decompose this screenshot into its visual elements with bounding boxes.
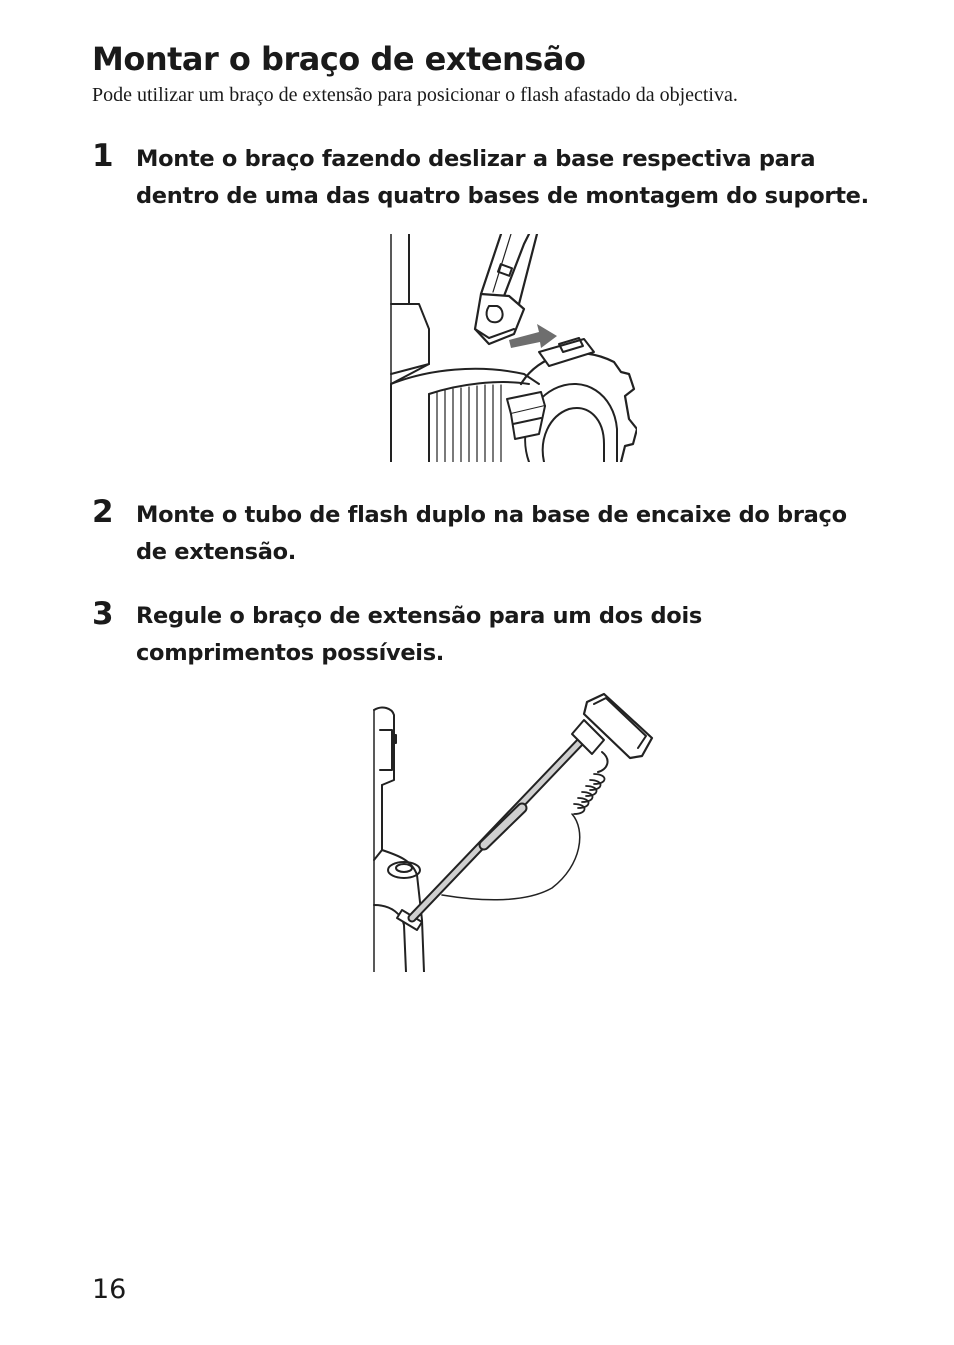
step-1-number: 1	[92, 138, 114, 174]
step-1-line-2: dentro de uma das quatro bases de montagem do suporte.	[136, 183, 869, 209]
step-1-text	[136, 141, 926, 215]
page-title: Montar o braço de extensão	[92, 40, 586, 78]
step-2-text	[136, 497, 926, 571]
step-2-line-1: Monte o tubo de flash duplo na base de encaixe do braço	[136, 502, 847, 528]
figure-extension-arm-length	[372, 690, 656, 972]
step-1-line-1: Monte o braço fazendo deslizar a base respectiva para	[136, 146, 816, 172]
page-number: 16	[92, 1274, 127, 1305]
step-3-line-2: comprimentos possíveis.	[136, 640, 445, 666]
step-3-number: 3	[92, 596, 114, 632]
step-2-line-2: de extensão.	[136, 539, 296, 565]
figure-mount-arm-on-bracket	[389, 234, 637, 462]
intro-text: Pode utilizar um braço de extensão para posicionar o flash afastado da objectiva.	[92, 84, 738, 106]
step-2-number: 2	[92, 494, 114, 530]
step-3-line-1: Regule o braço de extensão para um dos dois	[136, 603, 702, 629]
step-3-text	[136, 598, 926, 672]
